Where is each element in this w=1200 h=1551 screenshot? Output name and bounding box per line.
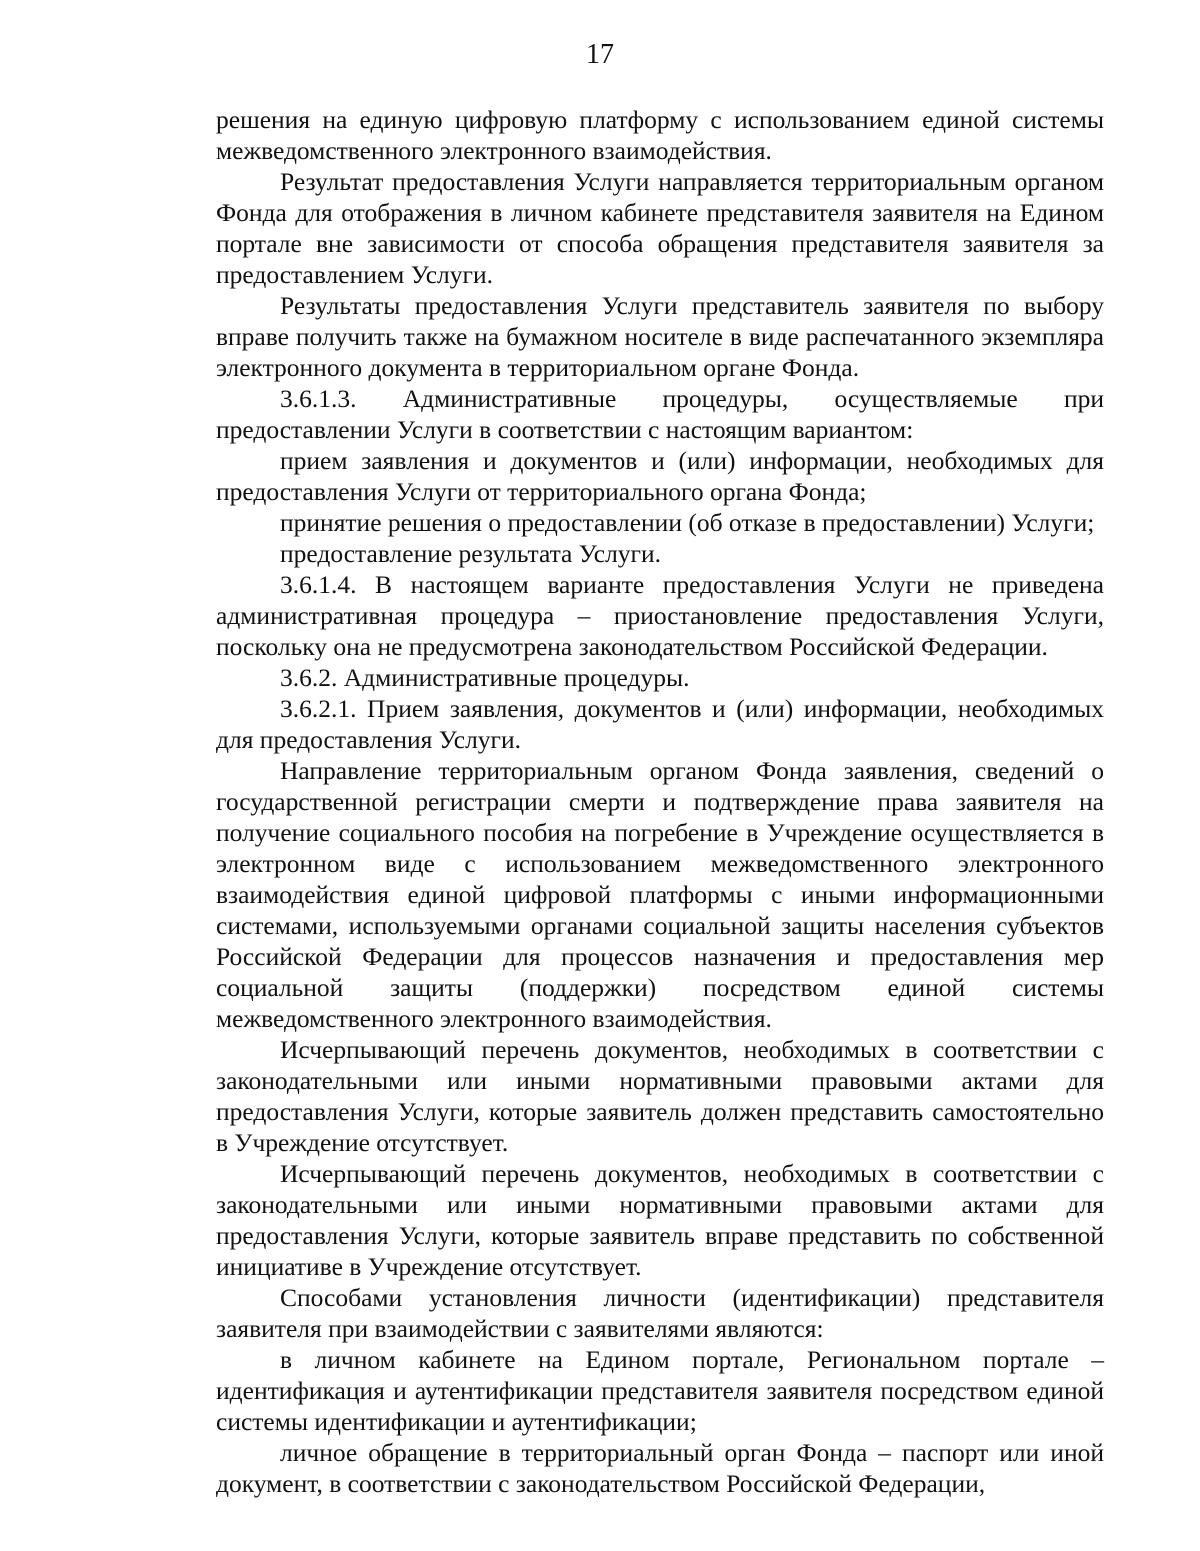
paragraph: принятие решения о предоставлении (об отказе в предоставлении) Услуги; xyxy=(280,508,1095,537)
paragraph: Результат предоставления Услуги направляется территориальным органом Фонда для отображения в личном кабинете представителя заявителя на Едином портале вне зависимости от способа обращения представителя заявителя за предоставлением Услуги. xyxy=(216,167,1104,289)
document-body xyxy=(216,104,1104,1499)
paragraph: предоставление результата Услуги. xyxy=(280,539,662,568)
page-number: 17 xyxy=(586,39,614,70)
paragraph: 3.6.2. Административные процедуры. xyxy=(280,663,690,692)
paragraph: личное обращение в территориальный орган Фонда – паспорт или иной документ, в соответствии с законодательством Российской Федерации, xyxy=(216,1438,1104,1498)
paragraph: Исчерпывающий перечень документов, необходимых в соответствии с законодательными или иными нормативными правовыми актами для предоставления Услуги, которые заявитель должен представить самостоятельно в Учреждение отсутствует. xyxy=(216,1035,1104,1157)
paragraph: 3.6.1.3. Административные процедуры, осуществляемые при предоставлении Услуги в соответствии с настоящим вариантом: xyxy=(216,384,1104,444)
paragraph: 3.6.2.1. Прием заявления, документов и (или) информации, необходимых для предоставления Услуги. xyxy=(216,694,1104,754)
paragraph: 3.6.1.4. В настоящем варианте предоставления Услуги не приведена административная процедура – приостановление предоставления Услуги, поскольку она не предусмотрена законодательством Российской Федерации. xyxy=(216,570,1104,661)
paragraph: решения на единую цифровую платформу с использованием единой системы межведомственного электронного взаимодействия. xyxy=(216,105,1104,165)
paragraph: Исчерпывающий перечень документов, необходимых в соответствии с законодательными или иными нормативными правовыми актами для предоставления Услуги, которые заявитель вправе представить по собственной инициативе в Учреждение отсутствует. xyxy=(216,1159,1104,1281)
paragraph: прием заявления и документов и (или) информации, необходимых для предоставления Услуги от территориального органа Фонда; xyxy=(216,446,1104,506)
paragraph: Результаты предоставления Услуги представитель заявителя по выбору вправе получить также на бумажном носителе в виде распечатанного экземпляра электронного документа в территориальном органе Фонда. xyxy=(216,291,1104,382)
paragraph: Направление территориальным органом Фонда заявления, сведений о государственной регистрации смерти и подтверждение права заявителя на получение социального пособия на погребение в Учреждение осуществляется в электронном виде с использованием межведомственного электронного взаимодействия единой цифровой платформы с иными информационными системами, используемыми органами социальной защиты населения субъектов Российской Федерации для процессов назначения и предоставления мер социальной защиты (поддержки) посредством единой системы межведомственного электронного взаимодействия. xyxy=(216,756,1104,1033)
paragraph: Способами установления личности (идентификации) представителя заявителя при взаимодействии с заявителями являются: xyxy=(216,1283,1104,1343)
paragraph: в личном кабинете на Едином портале, Региональном портале – идентификация и аутентификации представителя заявителя посредством единой системы идентификации и аутентификации; xyxy=(216,1345,1104,1436)
